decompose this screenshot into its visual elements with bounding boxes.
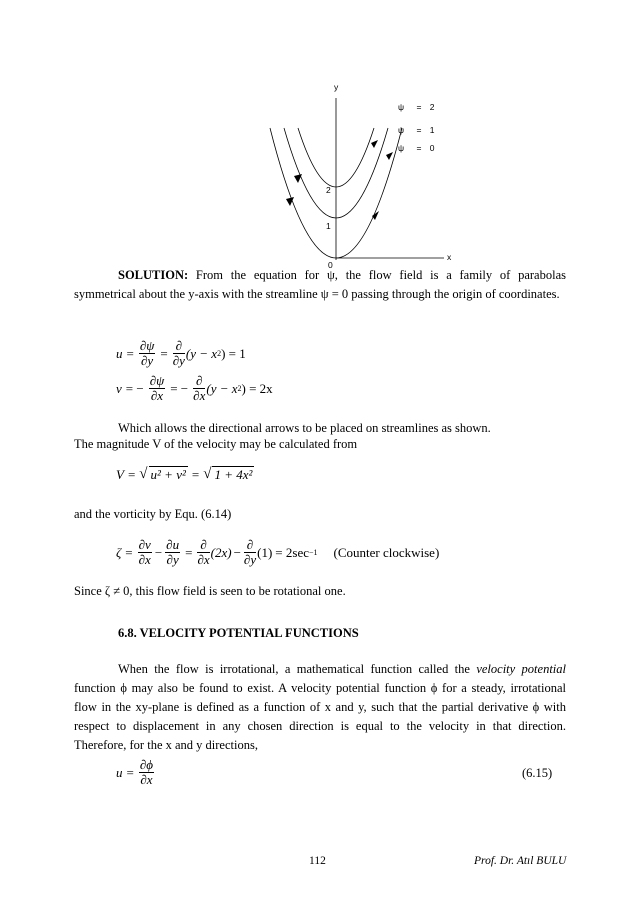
arrows-text: Which allows the directional arrows to be placed on streamlines as shown. xyxy=(118,421,491,435)
legend-value: 2 xyxy=(429,102,435,112)
equation-number: (6.15) xyxy=(522,766,553,780)
equation-magnitude: V = √ u² + v² = √ 1 + 4x² xyxy=(116,466,253,482)
vorticity-text: and the vorticity by Equ. (6.14) xyxy=(74,507,232,521)
legend-equals: = xyxy=(416,102,422,112)
legend-symbol: ψ xyxy=(398,143,405,153)
equation-6-15: u = $\frac{\partial\phi}{\partial x}$ xyxy=(116,757,153,787)
legend-row-psi-1 xyxy=(398,125,435,135)
direction-arrow-icon xyxy=(386,152,393,160)
legend-row-psi-0 xyxy=(398,143,435,153)
direction-arrow-icon xyxy=(371,140,378,148)
equation-vorticity: ζ = $\frac{\partial v}{\partial x}$ − $\frac{\partial u}{\partial y}$ = $\frac{\partial}{\partial x}$ (2x) − $\frac{\partial}{\partial y}$ (1) = 2sec −1 (Counter clockwise) xyxy=(116,537,440,567)
magnitude-text: The magnitude V of the velocity may be calculated from xyxy=(74,437,358,451)
since-text: Since ζ ≠ 0, this flow field is seen to be rotational one. xyxy=(74,584,346,598)
legend-symbol: ψ xyxy=(398,102,405,112)
solution-label: SOLUTION: xyxy=(118,268,189,282)
axis-x-label: x xyxy=(447,252,452,262)
solution-text: From the equation for ψ, the flow field is a family of parabolas symmetrical about the y-axis with the streamline ψ = 0 passing through the origin of coordinates. xyxy=(74,268,566,301)
solution-paragraph xyxy=(74,266,566,304)
legend-value: 0 xyxy=(429,143,435,153)
legend-equals: = xyxy=(416,125,422,135)
tick-label-1: 1 xyxy=(326,221,331,231)
direction-arrow-icon xyxy=(294,174,302,183)
equation-v: v = − $\frac{\partial\psi}{\partial x}$ = − $\frac{\partial}{\partial x}$ (y − x 2 ) = 2x xyxy=(116,373,273,403)
legend-value: 1 xyxy=(429,125,435,135)
tick-label-0: 0 xyxy=(328,260,333,270)
legend-symbol: ψ xyxy=(398,125,405,135)
velocity-potential-paragraph: When the flow is irrotational, a mathematical function called the velocity potential function ϕ may also be found to exist. A velocity potential function ϕ for a steady, irrotational flow in the xy-plane is defined as a function of x and y, such that the partial derivative ϕ with respect to displacement in any chosen direction is equal to the velocity in that direction. Therefore, for the x and y directions, xyxy=(74,662,566,752)
axis-y-label: y xyxy=(334,82,339,92)
equation-u: u = $\frac{\partial\psi}{\partial y}$ = $\frac{\partial}{\partial y}$ (y − x 2 ) = 1 xyxy=(116,338,246,368)
section-heading: 6.8. VELOCITY POTENTIAL FUNCTIONS xyxy=(118,626,359,640)
tick-label-2: 2 xyxy=(326,185,331,195)
legend-row-psi-2 xyxy=(398,102,435,112)
footer-author: Prof. Dr. Atıl BULU xyxy=(474,855,567,867)
page-number: 112 xyxy=(309,855,326,867)
legend-equals: = xyxy=(416,143,422,153)
